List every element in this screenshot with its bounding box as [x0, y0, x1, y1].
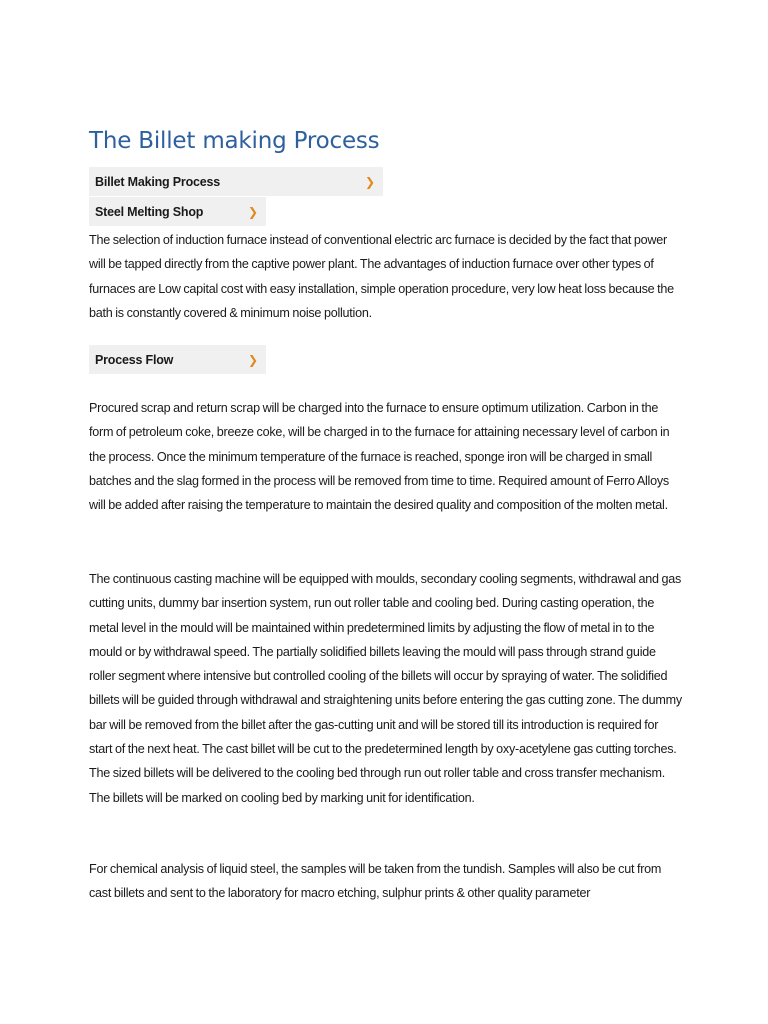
- steel-melting-shop-label: Steel Melting Shop: [95, 204, 204, 219]
- melting-shop-paragraph: The selection of induction furnace instead of conventional electric arc furnace is decided by the fact that power will be tapped directly from the captive power plant. The advantages of induction furnace over other types of furnaces are Low capital cost with easy installation, simple operation procedure, very low heat loss because the bath is constantly covered & minimum noise pollution.: [89, 233, 674, 320]
- page-title: The Billet making Process: [89, 128, 380, 154]
- steel-melting-shop-button[interactable]: [89, 197, 266, 226]
- process-flow-paragraph: Procured scrap and return scrap will be charged into the furnace to ensure optimum utilization. Carbon in the form of petroleum coke, breeze coke, will be charged in to the furnace for attaining necessary level of carbon in the process. Once the minimum temperature of the furnace is reached, sponge iron will be charged in small batches and the slag formed in the process will be removed from time to time. Required amount of Ferro Alloys will be added after raising the temperature to maintain the desired quality and composition of the molten metal.: [89, 401, 670, 513]
- chemical-analysis-paragraph: For chemical analysis of liquid steel, the samples will be taken from the tundish. Samples will also be cut from cast billets and sent to the laboratory for macro etching, sulphur prints & other quality parameter: [89, 862, 662, 901]
- chevron-right-icon: ❯: [247, 204, 259, 219]
- process-flow-button[interactable]: [89, 345, 266, 374]
- process-flow-label: Process Flow: [95, 352, 174, 367]
- billet-making-process-button[interactable]: [89, 167, 383, 196]
- chevron-right-icon: ❯: [364, 174, 376, 189]
- billet-making-process-label: Billet Making Process: [95, 174, 221, 189]
- continuous-casting-paragraph: The continuous casting machine will be equipped with moulds, secondary cooling segments, withdrawal and gas cutting units, dummy bar insertion system, run out roller table and cooling bed. During casting operation, the metal level in the mould will be maintained within predetermined limits by adjusting the flow of metal in to the mould or by withdrawal speed. The partially solidified billets leaving the mould will pass through strand guide roller segment where intensive but controlled cooling of the billets will occur by spraying of water. The solidified billets will be guided through withdrawal and straightening units before entering the gas cutting zone. The dummy bar will be removed from the billet after the gas-cutting unit and will be stored till its introduction is required for start of the next heat. The cast billet will be cut to the predetermined length by oxy-acetylene gas cutting torches. The sized billets will be delivered to the cooling bed through run out roller table and cross transfer mechanism. The billets will be marked on cooling bed by marking unit for identification.: [89, 572, 682, 805]
- chevron-right-icon: ❯: [247, 352, 259, 367]
